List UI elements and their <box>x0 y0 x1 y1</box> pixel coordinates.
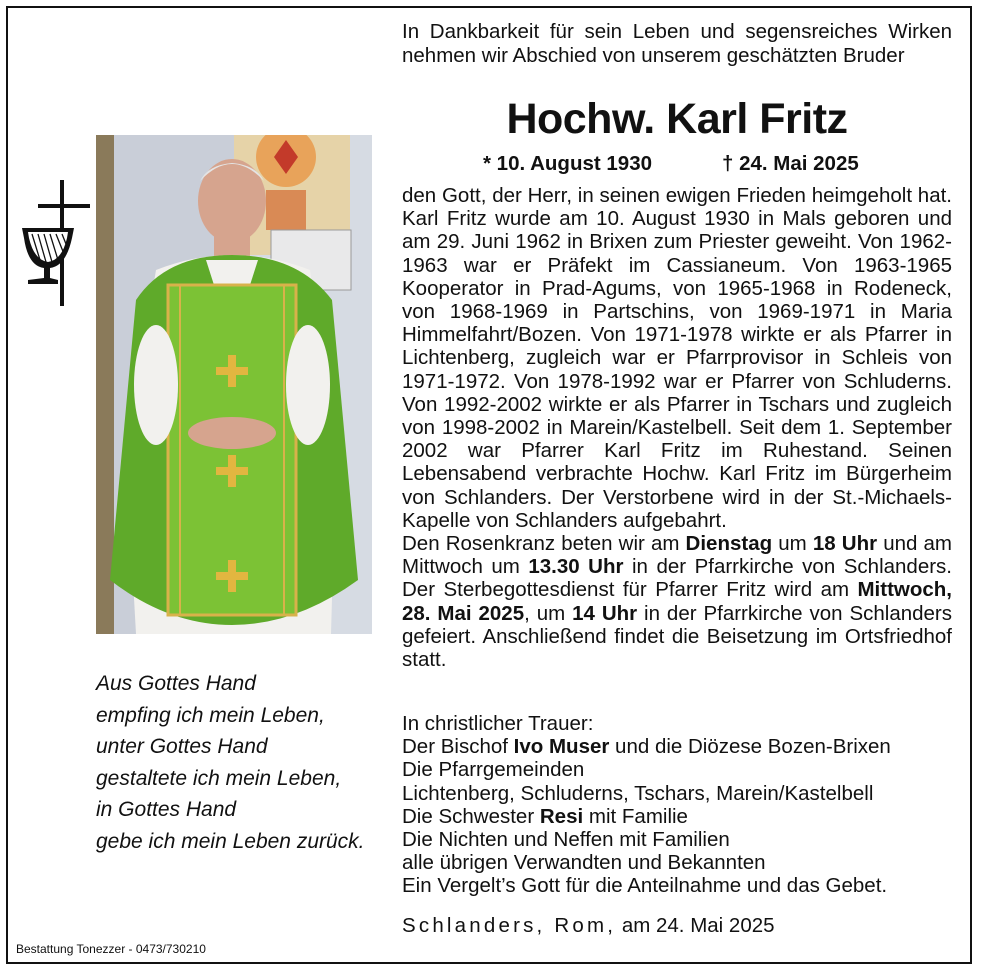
poem-line: gebe ich mein Leben zurück. <box>96 829 365 853</box>
deceased-name: Hochw. Karl Fritz <box>506 95 848 143</box>
birth-date: * 10. August 1930 <box>483 152 653 175</box>
mourner-line: Lichtenberg, Schluderns, Tschars, Marein/Kastelbell <box>402 781 874 805</box>
mourner-line: alle übrigen Verwandten und Bekannten <box>402 851 766 875</box>
poem <box>96 668 365 858</box>
poem-line: empfing ich mein Leben, <box>96 703 325 727</box>
mourner-line: Die Nichten und Neffen mit Familien <box>402 828 730 852</box>
mourner-line: Die Pfarrgemeinden <box>402 758 585 782</box>
service-details: Den Rosenkranz beten wir am Dienstag um 18 Uhr und am Mittwoch um 13.30 Uhr in der Pfarrkirche von Schlanders. Der Sterbegottesdienst für Pfarrer Fritz wird am Mittwoch, 28. Mai 2025, um 14 Uhr in der Pfarrkirche von Schlanders gefeiert. Anschließend findet die Beisetzung im Ortsfriedhof statt. <box>402 532 952 672</box>
cross-chalice-icon <box>20 180 92 306</box>
poem-line: unter Gottes Hand <box>96 735 268 759</box>
poem-line: Aus Gottes Hand <box>96 672 256 695</box>
poem-line: in Gottes Hand <box>96 798 237 822</box>
death-date: † 24. Mai 2025 <box>722 152 859 175</box>
mourners-heading: In christlicher Trauer: <box>402 712 594 735</box>
place-date: Schlanders, Rom, am 24. Mai 2025 <box>402 914 775 937</box>
poem-line: gestaltete ich mein Leben, <box>96 766 342 790</box>
intro-text: In Dankbarkeit für sein Leben und segensreiches Wirken nehmen wir Abschied von unserem geschätzten Bruder <box>402 20 952 67</box>
portrait-photo <box>96 135 372 634</box>
mourner-line: Die Schwester Resi mit Familie <box>402 804 688 828</box>
mourner-line: Der Bischof Ivo Muser und die Diözese Bozen-Brixen <box>402 735 891 759</box>
biography <box>402 184 952 671</box>
biography-paragraph: den Gott, der Herr, in seinen ewigen Frieden heimgeholt hat. Karl Fritz wurde am 10. August 1930 in Mals geboren und am 29. Juni 1962 in Brixen zum Priester geweiht. Von 1962-1963 war er Präfekt im Cassianeum. Von 1963-1965 Kooperator in Prad-Agums, von 1965-1968 in Rodeneck, von 1968-1969 in Partschins, von 1969-1971 in Maria Himmelfahrt/​Bozen. Von 1971-1978 wirkte er als Pfarrer in Lichtenberg, zugleich war er Pfarrprovisor in Schleis von 1971-1972. Von 1978-1992 war er Pfarrer von Schluderns. Von 1992-2002 wirkte er als Pfarrer in Tschars und zugleich von 1998-2002 in Marein/​Kastelbell. Seit dem 1. September 2002 war Pfarrer Karl Fritz im Ruhestand. Seinen Lebensabend verbrachte Hochw. Karl Fritz im Bürgerheim von Schlanders. Der Verstorbene wird in der St.-Michaels-​Kapelle von Schlanders aufgebahrt. <box>402 184 952 532</box>
funeral-home-contact: Bestattung Tonezzer - 0473/730210 <box>16 942 206 956</box>
mourners-list <box>402 712 952 898</box>
thanks-line: Ein Vergelt’s Gott für die Anteilnahme und das Gebet. <box>402 874 888 898</box>
